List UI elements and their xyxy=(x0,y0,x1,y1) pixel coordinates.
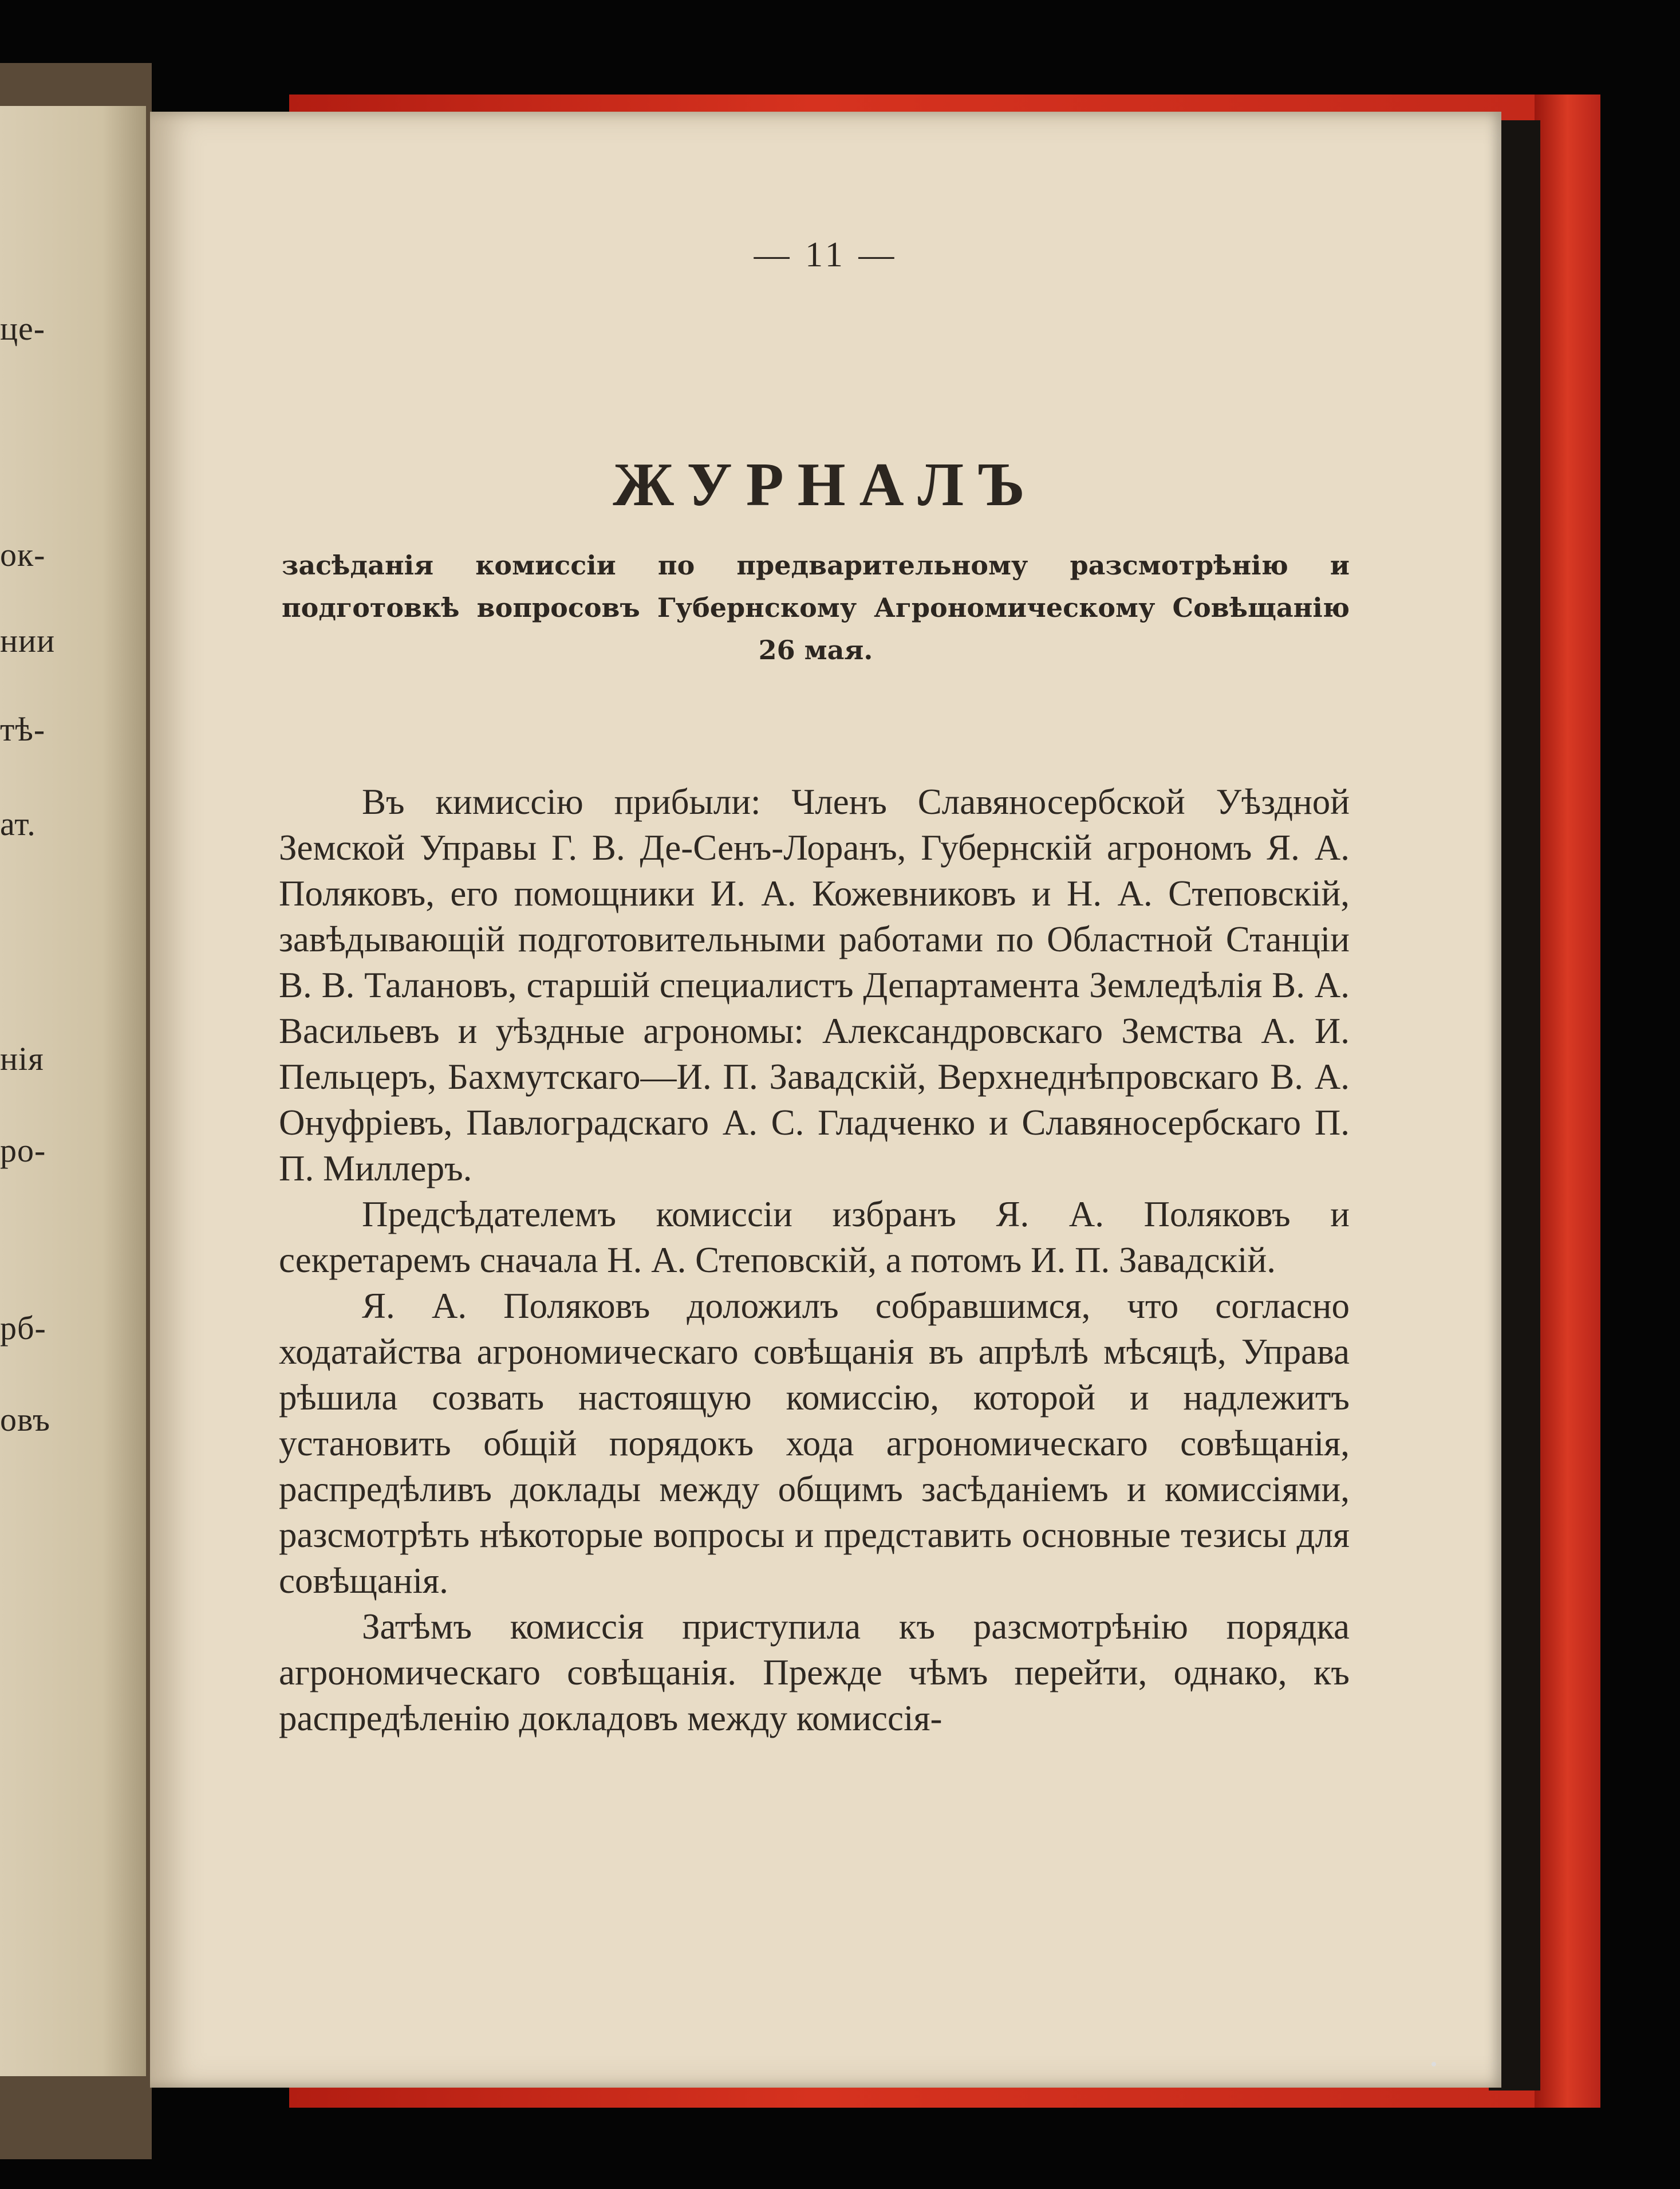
red-cover-edge xyxy=(1535,95,1600,2108)
paragraph: Предсѣдателемъ комиссіи избранъ Я. А. Поляковъ и секретаремъ сначала Н. А. Степовскій, а потомъ И. П. Завадскій. xyxy=(279,1194,1350,1280)
paragraph: Въ кимиссію прибыли: Членъ Славяносербской Уѣздной Земской Управы Г. В. Де-Сенъ-Лоранъ, Губернскій агрономъ Я. А. Поляковъ, его помощники И. А. Кожевниковъ и Н. А. Степовскій, завѣдывающій подготовительными работами по Областной Станціи В. В. Талановъ, старшій специалистъ Департамента Земледѣлія В. А. Васильевъ и уѣздные агрономы: Александровскаго Земства А. И. Пельцеръ, Бахмутскаго—И. П. Завадскій, Верхнеднѣпровскаго В. А. Онуфріевъ, Павлоградскаго А. С. Гладченко и Славяносербскаго П. П. Миллеръ. xyxy=(279,782,1350,1188)
speck xyxy=(1431,2062,1436,2066)
left-fragment: ро- xyxy=(0,1132,46,1169)
left-fragment: ок- xyxy=(0,536,46,573)
body-text xyxy=(279,779,1350,1741)
left-fragment: це- xyxy=(0,310,46,347)
page-number: — 11 — xyxy=(754,235,898,274)
left-fragment: нія xyxy=(0,1040,44,1077)
left-fragment: ат. xyxy=(0,805,36,842)
paragraph: Я. А. Поляковъ доложилъ собравшимся, что согласно ходатайства агрономическаго совѣщанія въ апрѣлѣ мѣсяцѣ, Управа рѣшила созвать настоящую комиссію, которой и надлежитъ установить общій порядокъ хода агрономическаго совѣщанія, распредѣливъ доклады между общимъ засѣданіемъ и комиссіями, разсмотрѣть нѣкоторые вопросы и представить основные тезисы для совѣщанія. xyxy=(279,1286,1350,1601)
left-fragment: овъ xyxy=(0,1401,50,1438)
left-fragment: тѣ- xyxy=(0,711,46,748)
document-subtitle: засѣданія комиссіи по предварительному разсмотрѣнію и подготовкѣ вопросовъ Губернскому Агрономическому Совѣщанію 26 мая. xyxy=(282,550,1350,666)
left-fragment: нии xyxy=(0,622,56,659)
left-page xyxy=(0,106,146,2076)
right-page xyxy=(150,112,1501,2088)
document-title: ЖУРНАЛЪ xyxy=(613,451,1039,519)
paragraph: Затѣмъ комиссія приступила къ разсмотрѣнію порядка агрономическаго совѣщанія. Прежде чѣмъ перейти, однако, къ распредѣленію докладовъ между комиссія- xyxy=(279,1607,1350,1738)
left-fragment: рб- xyxy=(0,1309,46,1347)
